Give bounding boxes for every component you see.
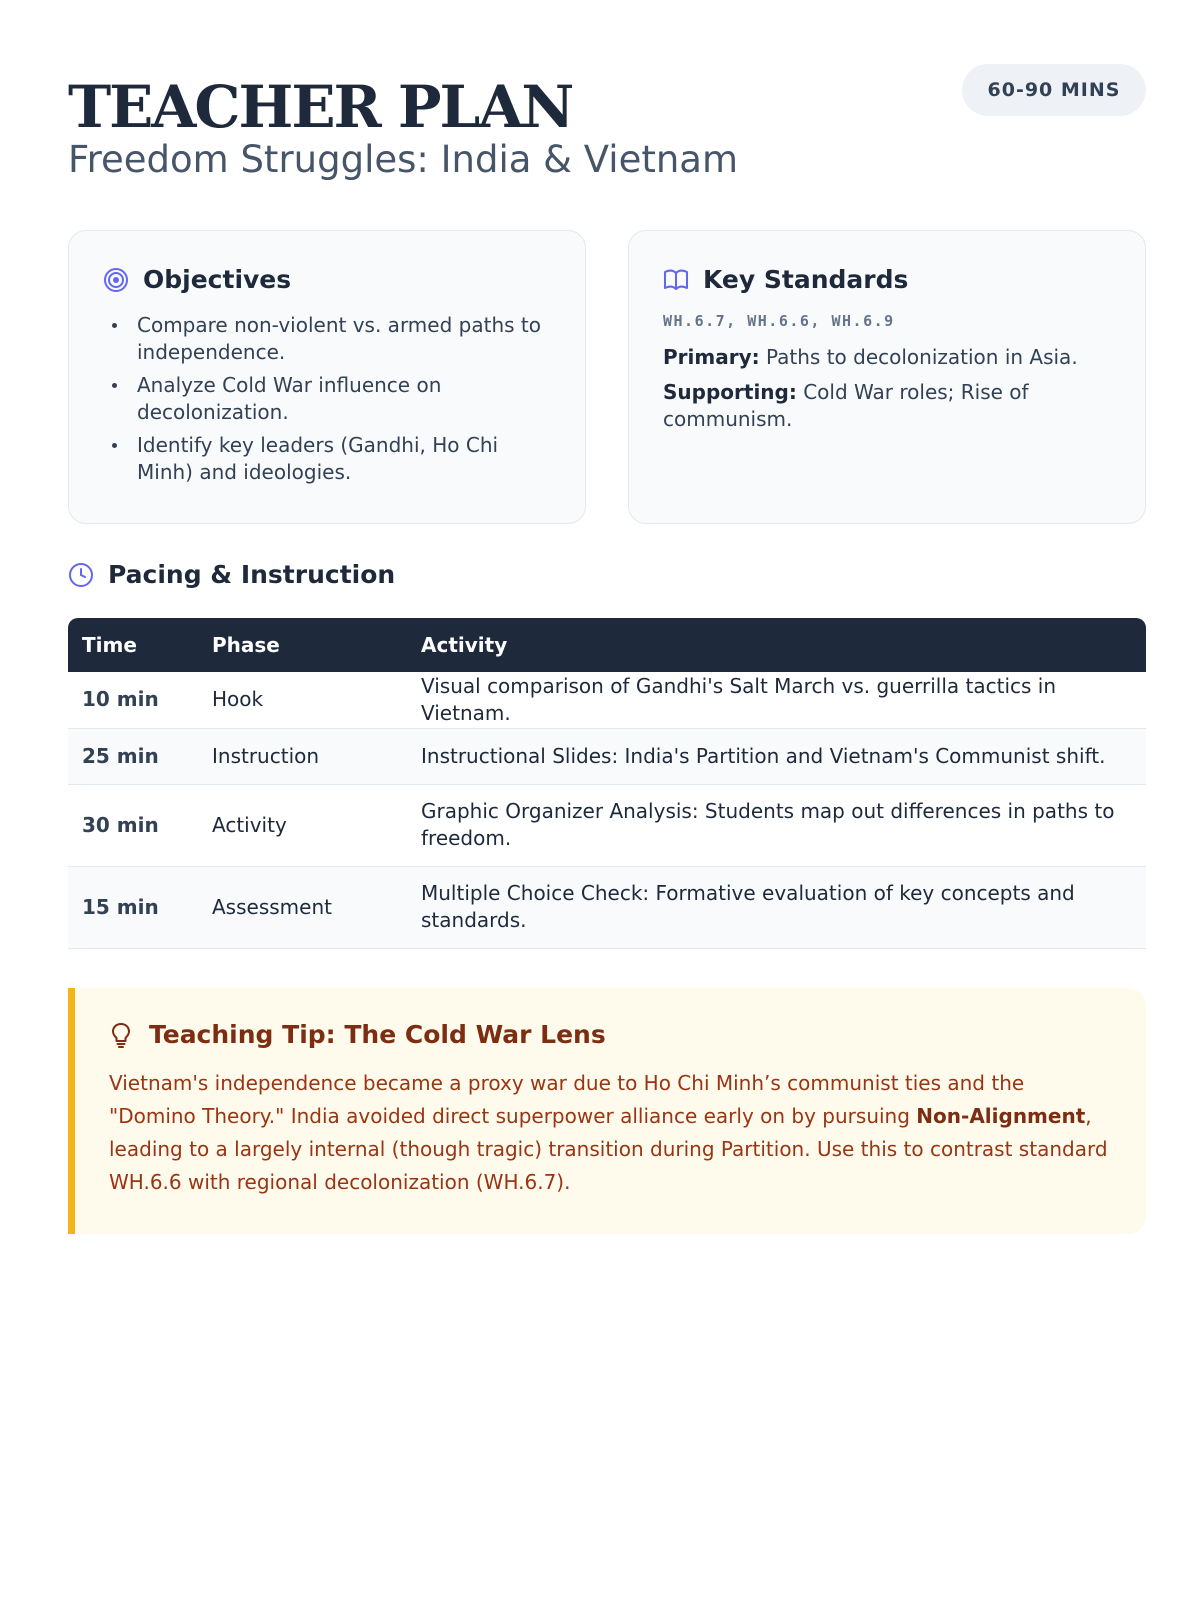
supporting-text: Cold War roles; Rise of communism.: [663, 380, 1029, 431]
primary-text: Paths to decolonization in Asia.: [765, 345, 1078, 369]
key-standards-card: [628, 230, 1146, 524]
row-activity: Visual comparison of Gandhi's Salt March vs. guerrilla tactics in Vietnam.: [407, 672, 1146, 728]
row-time: 15 min: [68, 866, 198, 948]
objectives-list: [103, 312, 551, 486]
row-phase: Instruction: [198, 728, 407, 784]
key-standards-heading: [663, 265, 1111, 294]
tip-text-part2: , leading to a largely internal (though tragic) transition during Partition. Use this to contrast standard WH.6.6 with regional decolonization (WH.6.7).: [109, 1104, 1108, 1194]
clock-icon: [68, 562, 94, 588]
pacing-heading: [68, 560, 395, 589]
pacing-title: Pacing & Instruction: [108, 560, 396, 589]
row-activity: Graphic Organizer Analysis: Students map out differences in paths to freedom.: [407, 784, 1146, 866]
table-row: [68, 866, 1146, 948]
row-phase: Assessment: [198, 866, 407, 948]
teaching-tip-body: [109, 1067, 1112, 1199]
column-header-activity: Activity: [421, 633, 508, 657]
teaching-tip-callout: [68, 988, 1146, 1234]
tip-text-part1: Vietnam's independence became a proxy war due to Ho Chi Minh’s communist ties and the "Domino Theory." India avoided direct superpower alliance early on by pursuing: [109, 1071, 1025, 1128]
table-row: [68, 728, 1146, 784]
teacher-plan-page: [68, 64, 1146, 1194]
list-item: Analyze Cold War influence on decolonization.: [103, 372, 551, 426]
header: [68, 64, 1146, 214]
standard-codes: WH.6.7, WH.6.6, WH.6.9: [663, 312, 895, 330]
table-row: [68, 672, 1146, 728]
table-row: [68, 784, 1146, 866]
primary-standard: [663, 344, 1111, 371]
pacing-table: [68, 618, 1146, 949]
column-header-phase: Phase: [212, 633, 280, 657]
teaching-tip-heading: [109, 1020, 1112, 1049]
teaching-tip-title: Teaching Tip: The Cold War Lens: [149, 1020, 606, 1049]
list-item: Identify key leaders (Gandhi, Ho Chi Minh) and ideologies.: [103, 432, 551, 486]
duration-badge: 60-90 MINS: [962, 64, 1146, 116]
objectives-heading: [103, 265, 551, 294]
row-activity: Instructional Slides: India's Partition and Vietnam's Communist shift.: [407, 728, 1146, 784]
lightbulb-icon: [109, 1021, 133, 1049]
row-time: 25 min: [68, 728, 198, 784]
key-standards-title: Key Standards: [703, 265, 909, 294]
supporting-standard: [663, 379, 1111, 433]
book-open-icon: [663, 267, 689, 293]
row-phase: Hook: [198, 672, 407, 728]
supporting-label: Supporting:: [663, 380, 797, 404]
row-time: 10 min: [68, 672, 198, 728]
list-item: Compare non-violent vs. armed paths to independence.: [103, 312, 551, 366]
tip-text-bold: Non-Alignment: [916, 1104, 1086, 1128]
row-phase: Activity: [198, 784, 407, 866]
table-header-row: [68, 618, 1146, 672]
row-activity: Multiple Choice Check: Formative evaluation of key concepts and standards.: [407, 866, 1146, 948]
row-time: 30 min: [68, 784, 198, 866]
objectives-card: [68, 230, 586, 524]
primary-label: Primary:: [663, 345, 760, 369]
summary-cards: [68, 230, 1146, 524]
target-icon: [103, 267, 129, 293]
page-title: TEACHER PLAN: [68, 73, 573, 141]
column-header-time: Time: [82, 633, 137, 657]
objectives-title: Objectives: [143, 265, 292, 294]
page-subtitle: Freedom Struggles: India & Vietnam: [68, 138, 739, 181]
